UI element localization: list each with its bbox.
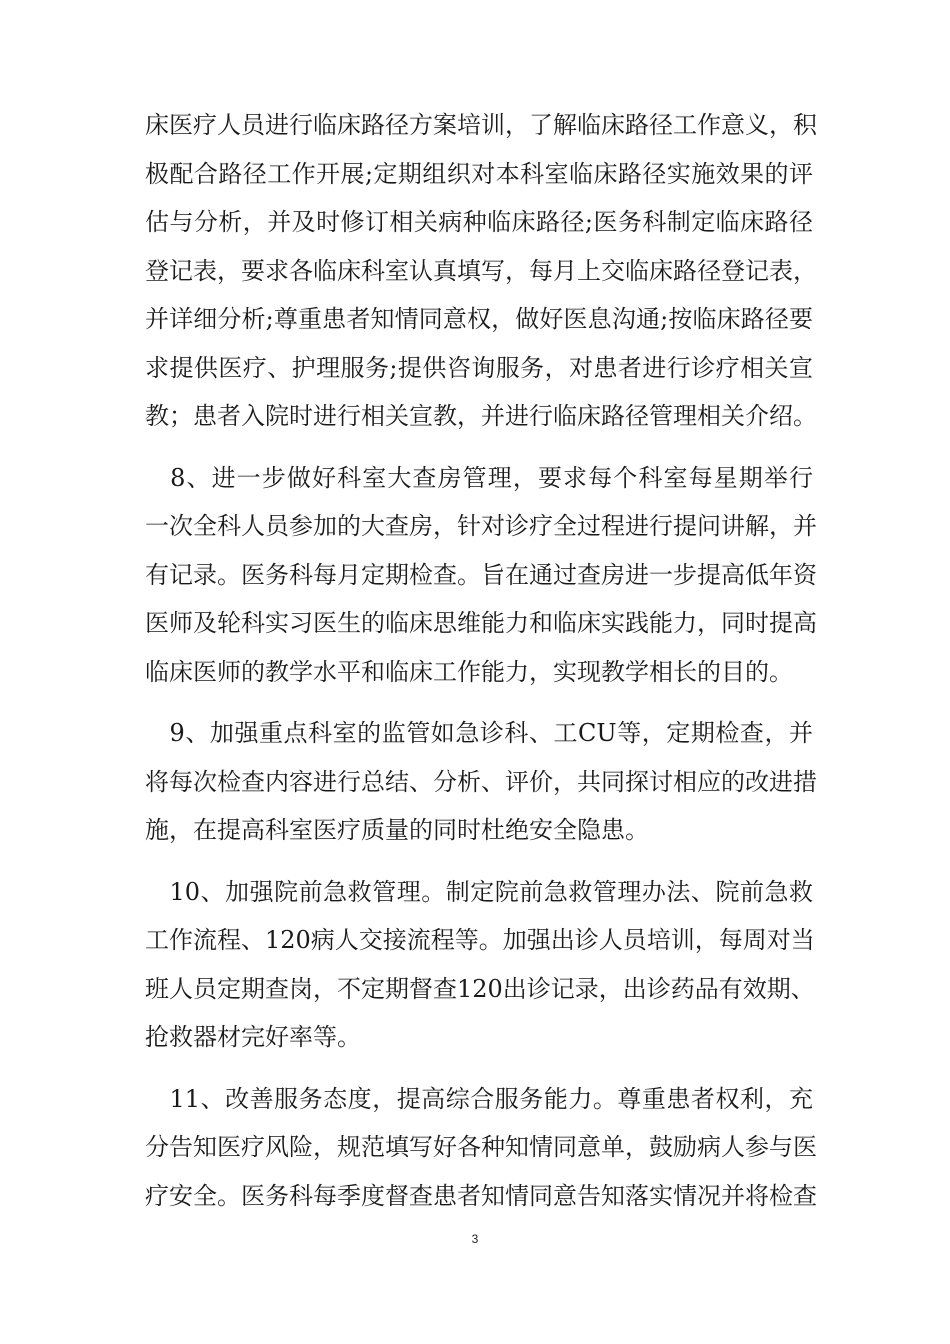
text-line: 班人员定期查岗，不定期督查120出诊记录，出诊药品有效期、 [145, 974, 815, 1003]
text-line: 施，在提高科室医疗质量的同时杜绝安全隐患。 [145, 816, 649, 844]
text-line: 临床医师的教学水平和临床工作能力，实现教学相长的目的。 [145, 657, 793, 686]
paragraph-gap [145, 696, 813, 709]
document-body [145, 101, 817, 1220]
text-line: 10、加强院前急救管理。制定院前急救管理办法、院前急救 [145, 877, 813, 906]
paragraph-item-11 [145, 1075, 817, 1221]
paragraph-gap [145, 1062, 813, 1075]
text-line: 抢救器材完好率等。 [145, 1023, 361, 1051]
paragraph-gap [145, 855, 813, 868]
text-line: 极配合路径工作开展;定期组织对本科室临床路径实施效果的评 [145, 159, 813, 188]
paragraph-item-10 [145, 868, 813, 1062]
text-line: 分告知医疗风险，规范填写好各种知情同意单，鼓励病人参与医 [145, 1133, 817, 1161]
text-line: 求提供医疗、护理服务;提供咨询服务，对患者进行诊疗相关宣 [145, 353, 813, 382]
paragraph-item-9 [145, 709, 817, 855]
text-line: 登记表，要求各临床科室认真填写，每月上交临床路径登记表， [145, 256, 817, 285]
text-line: 9、加强重点科室的监管如急诊科、工CU等，定期检查，并 [145, 719, 813, 747]
page-number: 3 [471, 1232, 479, 1246]
text-line: 教；患者入院时进行相关宣教，并进行临床路径管理相关介绍。 [145, 402, 817, 430]
text-line: 有记录。医务科每月定期检查。旨在通过查房进一步提高低年资 [145, 560, 817, 589]
text-line: 工作流程、120病人交接流程等。加强出诊人员培训，每周对当 [145, 926, 815, 954]
paragraph-item-8 [145, 454, 817, 697]
text-line: 疗安全。医务科每季度督查患者知情同意告知落实情况并将检查 [145, 1181, 817, 1210]
text-line: 床医疗人员进行临床路径方案培训，了解临床路径工作意义，积 [145, 111, 817, 139]
text-line: 医师及轮科实习医生的临床思维能力和临床实践能力，同时提高 [145, 609, 817, 637]
text-line: 并详细分析;尊重患者知情同意权，做好医息沟通;按临床路径要 [145, 305, 813, 333]
text-line: 11、改善服务态度，提高综合服务能力。尊重患者权利，充 [145, 1084, 813, 1113]
text-line: 8、进一步做好科室大查房管理，要求每个科室每星期举行 [145, 463, 813, 492]
paragraph-gap [145, 441, 813, 454]
text-line: 将每次检查内容进行总结、分析、评价，共同探讨相应的改进措 [145, 767, 817, 796]
text-line: 估与分析，并及时修订相关病种临床路径;医务科制定临床路径 [145, 208, 813, 236]
paragraph-clinical-pathway [145, 101, 817, 441]
text-line: 一次全科人员参加的大查房，针对诊疗全过程进行提问讲解，并 [145, 512, 817, 540]
